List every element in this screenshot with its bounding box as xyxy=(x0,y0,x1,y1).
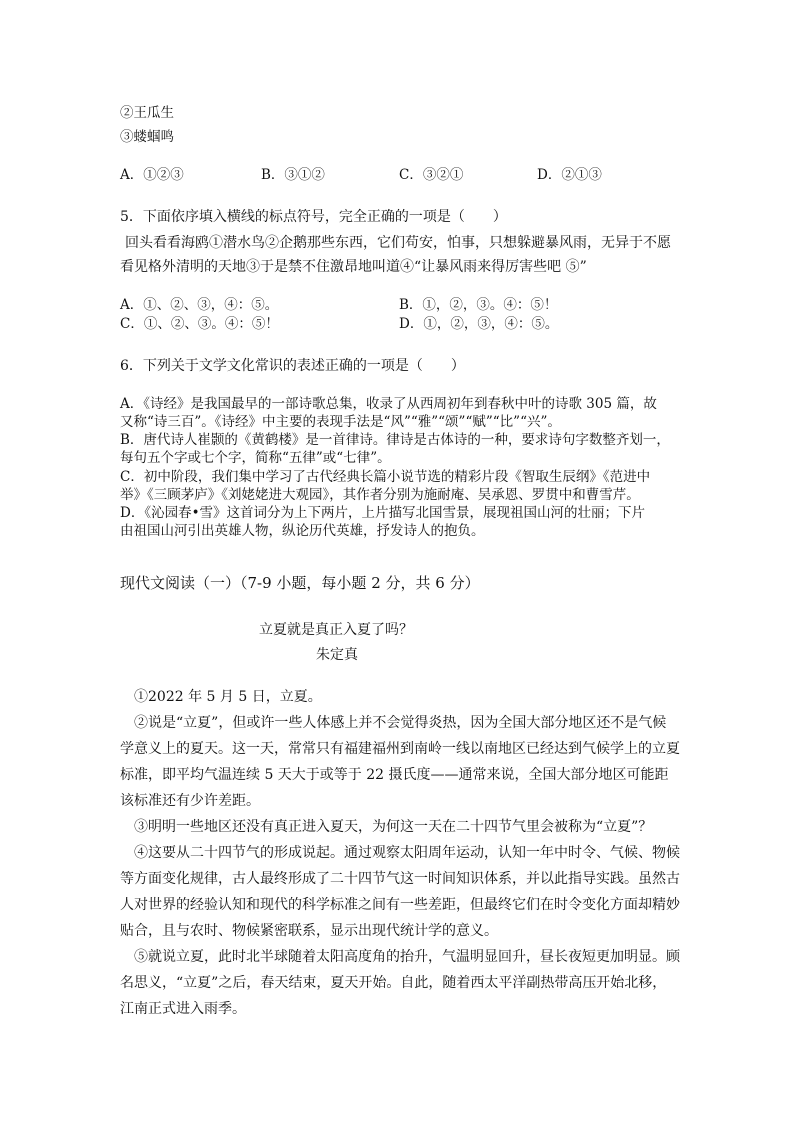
q6-line-4: 每句五个字或七个字，简称“五律”或“七律”。 xyxy=(120,450,391,466)
q6-line-3: B．唐代诗人崔颢的《黄鹤楼》是一首律诗。律诗是古体诗的一种，要求诗句字数整齐划一， xyxy=(120,432,670,448)
q6-stem: 6．下列关于文学文化常识的表述正确的一项是（ ） xyxy=(120,358,465,374)
article-body xyxy=(120,684,680,1022)
q4-option-d: D．②①③ xyxy=(537,167,602,183)
q5-option-c: C．①、②、③。④：⑤！ xyxy=(120,316,279,332)
q6-line-8: 由祖国山河引出英雄人物，纵论历代英雄，抒发诗人的抱负。 xyxy=(120,523,485,539)
q5-passage-line-2: 看见格外清明的天地③于是禁不住激昂地叫道④“让暴风雨来得厉害些吧 ⑤” xyxy=(120,259,587,275)
article-paragraph-2: ②说是“立夏”，但或许一些人体感上并不会觉得炎热，因为全国大部分地区还不是气候学意义上的夏天。这一天，常常只有福建福州到南岭一线以南地区已经达到气候学上的立夏标准，即平均气温连续 5 天大于或等于 22 摄氏度——通常来说，全国大部分地区可能距该标准还有少许差距。 xyxy=(120,715,680,809)
item-lou-guo-ming: ③蝼蝈鸣 xyxy=(120,129,174,145)
section-heading: 现代文阅读（一）（7-9 小题，每小题 2 分，共 6 分） xyxy=(120,574,480,592)
q6-line-5: C．初中阶段，我们集中学习了古代经典长篇小说节选的精彩片段《智取生辰纲》《范进中 xyxy=(120,469,651,485)
article-title: 立夏就是真正入夏了吗？ xyxy=(259,622,413,638)
article-paragraph-3: ③明明一些地区还没有真正进入夏天，为何这一天在二十四节气里会被称为“立夏”？ xyxy=(134,819,653,835)
q6-line-1: A．《诗经》是我国最早的一部诗歌总集，收录了从西周初年到春秋中叶的诗歌 305 篇，故 xyxy=(120,396,657,412)
item-wang-gua-sheng: ②王瓜生 xyxy=(120,105,174,121)
q4-option-b: B．③①② xyxy=(261,167,325,183)
q5-option-d: D．①，②，③，④：⑤。 xyxy=(399,316,559,332)
article-paragraph-5: ⑤就说立夏，此时北半球随着太阳高度角的抬升，气温明显回升，昼长夜短更加明显。顾名思义，“立夏”之后，春天结束，夏天开始。自此，随着西太平洋副热带高压开始北移，江南正式进入雨季。 xyxy=(120,949,680,1017)
q6-line-7: D．《沁园春•雪》这首词分为上下两片，上片描写北国雪景，展现祖国山河的壮丽；下片 xyxy=(120,505,646,521)
article-author: 朱定真 xyxy=(316,647,358,663)
q5-option-b: B．①，②，③。④：⑤！ xyxy=(399,297,558,313)
q5-option-a: A．①、②、③，④：⑤。 xyxy=(120,297,279,313)
q5-stem: 5．下面依序填入横线的标点符号，完全正确的一项是（ ） xyxy=(120,209,507,225)
q6-line-6: 举》《三顾茅庐》《刘姥姥进大观园》，其作者分别为施耐庵、吴承恩、罗贯中和曹雪芹。 xyxy=(120,487,640,503)
article-paragraph-4: ④这要从二十四节气的形成说起。通过观察太阳周年运动，认知一年中时令、气候、物候等方面变化规律，古人最终形成了二十四节气这一时间知识体系，并以此指导实践。虽然古人对世界的经验认知和现代的科学标准之间有一些差距，但最终它们在时令变化方面却精妙贴合，且与农时、物候紧密联系，显示出现代统计学的意义。 xyxy=(120,845,680,939)
article-paragraph-1: ①2022 年 5 月 5 日，立夏。 xyxy=(134,689,322,705)
q5-passage-line-1: 回头看看海鸥①潜水鸟②企鹅那些东西，它们苟安，怕事，只想躲避暴风雨，无异于不愿 xyxy=(125,235,671,251)
q6-line-2: 又称“诗三百”。《诗经》中主要的表现手法是“风”“雅”“颂”“赋”“比”“兴”。 xyxy=(120,414,561,430)
q4-option-c: C．③②① xyxy=(399,167,464,183)
q4-option-a: A．①②③ xyxy=(120,167,184,183)
